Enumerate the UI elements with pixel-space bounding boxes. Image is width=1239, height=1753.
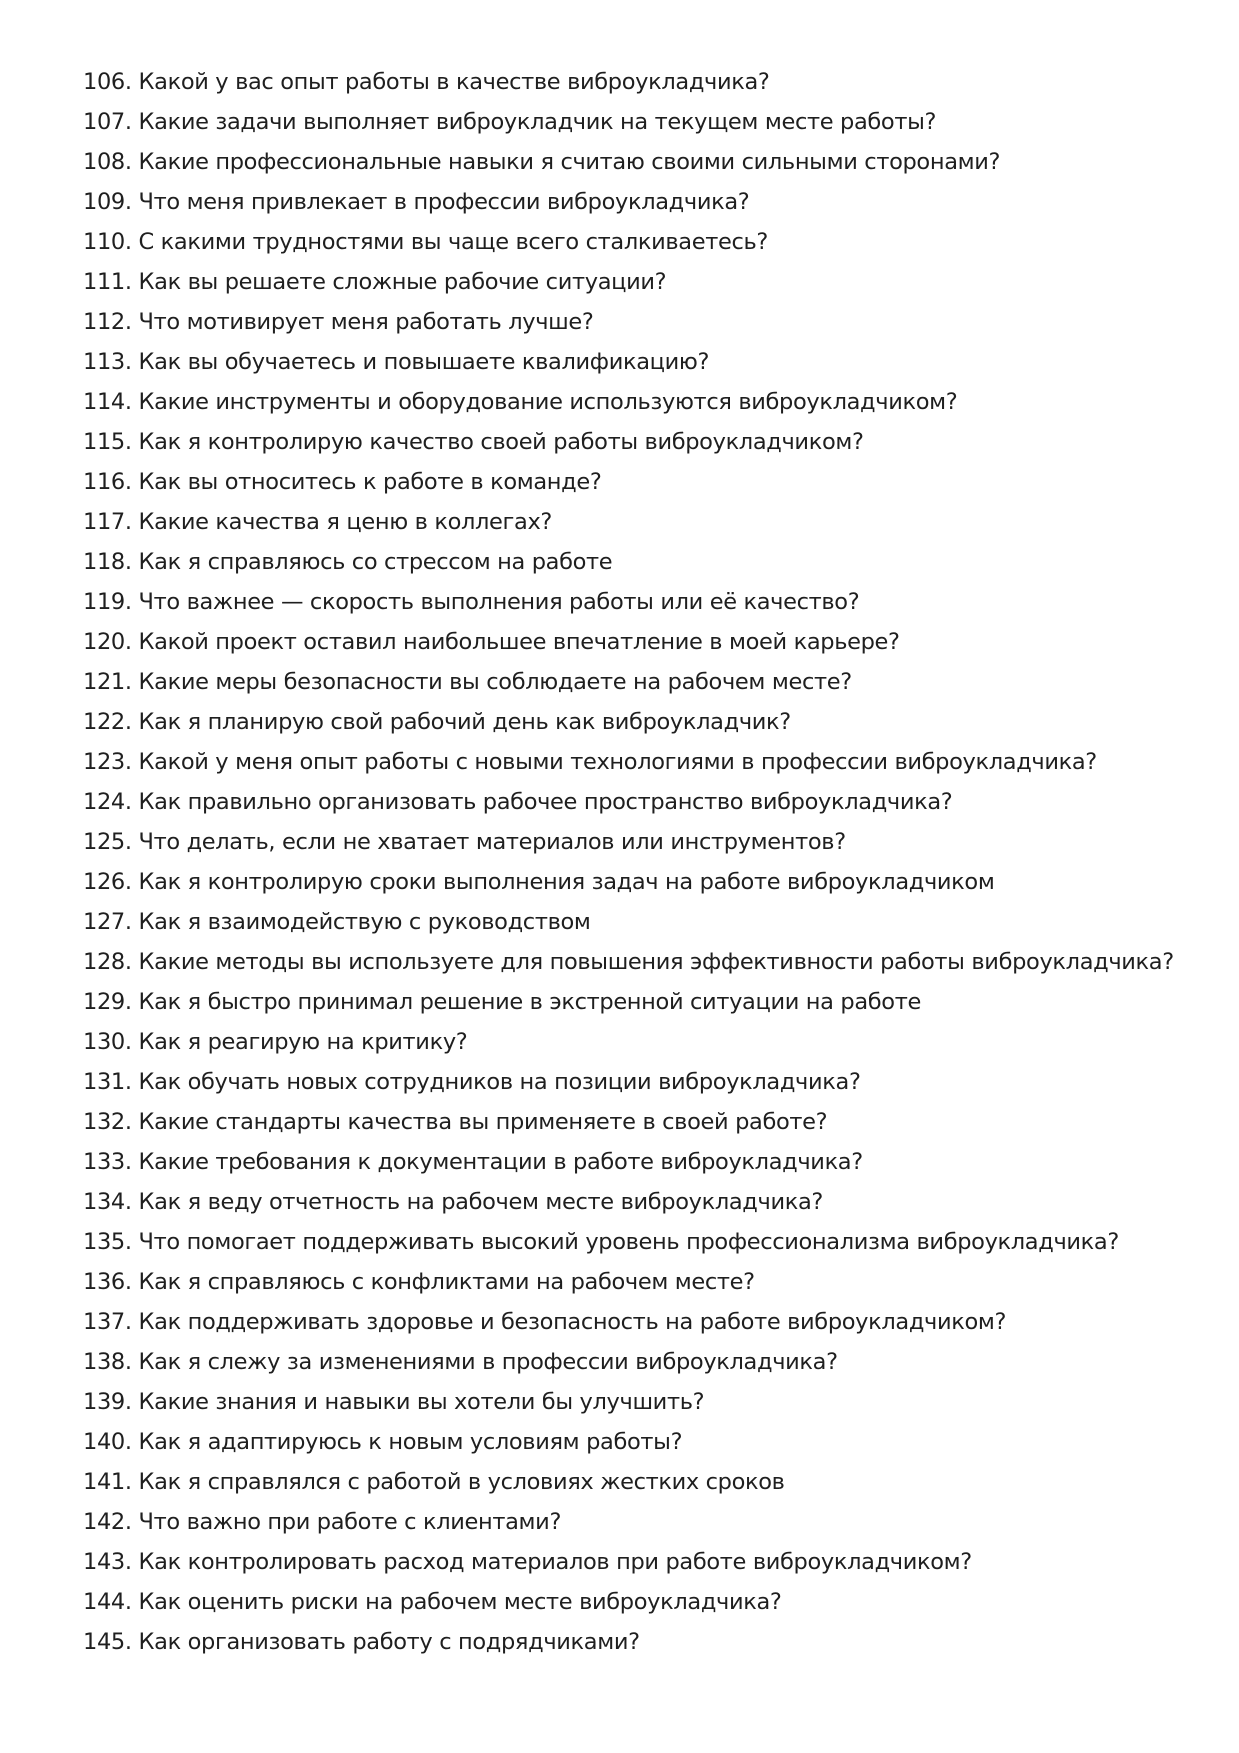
question-number: 117. (83, 509, 132, 535)
question-number: 139. (83, 1389, 132, 1415)
question-item (83, 862, 1183, 902)
question-number: 145. (83, 1629, 132, 1655)
question-number: 128. (83, 949, 132, 975)
question-number: 134. (83, 1189, 132, 1215)
question-item (83, 102, 1183, 142)
question-text: Какой у меня опыт работы с новыми технологиями в профессии виброукладчика? (138, 749, 1097, 775)
question-number: 108. (83, 149, 132, 175)
question-text: Как вы обучаетесь и повышаете квалификацию? (138, 349, 710, 375)
question-item (83, 942, 1183, 982)
question-text: Как я адаптируюсь к новым условиям работы? (138, 1429, 683, 1455)
question-number: 122. (83, 709, 132, 735)
question-item (83, 1022, 1183, 1062)
question-text: Как я веду отчетность на рабочем месте виброукладчика? (138, 1189, 824, 1215)
question-item (83, 1462, 1183, 1502)
question-item (83, 1142, 1183, 1182)
question-text: Что важно при работе с клиентами? (138, 1509, 562, 1535)
question-item (83, 302, 1183, 342)
question-item (83, 142, 1183, 182)
question-text: С какими трудностями вы чаще всего сталкиваетесь? (138, 229, 768, 255)
question-number: 114. (83, 389, 132, 415)
question-text: Как организовать работу с подрядчиками? (138, 1629, 640, 1655)
question-text: Какие задачи выполняет виброукладчик на текущем месте работы? (138, 109, 937, 135)
question-text: Какие требования к документации в работе виброукладчика? (138, 1149, 863, 1175)
question-number: 131. (83, 1069, 132, 1095)
question-number: 106. (83, 69, 132, 95)
question-item (83, 1102, 1183, 1142)
question-item (83, 982, 1183, 1022)
question-item (83, 782, 1183, 822)
question-number: 133. (83, 1149, 132, 1175)
question-number: 121. (83, 669, 132, 695)
question-number: 115. (83, 429, 132, 455)
question-number: 109. (83, 189, 132, 215)
question-text: Какие инструменты и оборудование используются виброукладчиком? (138, 389, 958, 415)
question-item (83, 1302, 1183, 1342)
question-number: 143. (83, 1549, 132, 1575)
question-list (83, 62, 1183, 1662)
question-text: Как я справляюсь с конфликтами на рабочем месте? (138, 1269, 755, 1295)
question-item (83, 1182, 1183, 1222)
question-text: Что меня привлекает в профессии виброукладчика? (138, 189, 750, 215)
question-text: Как я реагирую на критику? (138, 1029, 468, 1055)
question-item (83, 1262, 1183, 1302)
question-text: Какие знания и навыки вы хотели бы улучшить? (138, 1389, 705, 1415)
question-text: Какой проект оставил наибольшее впечатление в моей карьере? (138, 629, 900, 655)
question-number: 144. (83, 1589, 132, 1615)
question-number: 123. (83, 749, 132, 775)
question-item (83, 702, 1183, 742)
question-number: 138. (83, 1349, 132, 1375)
question-number: 124. (83, 789, 132, 815)
question-item (83, 1422, 1183, 1462)
question-text: Как вы решаете сложные рабочие ситуации? (138, 269, 667, 295)
question-number: 132. (83, 1109, 132, 1135)
question-item (83, 1222, 1183, 1262)
question-text: Как оценить риски на рабочем месте виброукладчика? (138, 1589, 782, 1615)
question-item (83, 1582, 1183, 1622)
question-text: Как я справлялся с работой в условиях жестких сроков (138, 1469, 785, 1495)
question-number: 142. (83, 1509, 132, 1535)
question-item (83, 182, 1183, 222)
question-text: Какие профессиональные навыки я считаю своими сильными сторонами? (138, 149, 1001, 175)
question-text: Что важнее — скорость выполнения работы или её качество? (138, 589, 860, 615)
question-text: Как я взаимодействую с руководством (138, 909, 591, 935)
question-text: Как правильно организовать рабочее пространство виброукладчика? (138, 789, 953, 815)
question-item (83, 742, 1183, 782)
question-item (83, 822, 1183, 862)
question-item (83, 222, 1183, 262)
question-number: 129. (83, 989, 132, 1015)
question-item (83, 462, 1183, 502)
question-number: 112. (83, 309, 132, 335)
question-number: 116. (83, 469, 132, 495)
question-text: Как контролировать расход материалов при работе виброукладчиком? (138, 1549, 972, 1575)
question-text: Какие меры безопасности вы соблюдаете на рабочем месте? (138, 669, 852, 695)
question-text: Что помогает поддерживать высокий уровень профессионализма виброукладчика? (138, 1229, 1119, 1255)
question-item (83, 422, 1183, 462)
question-text: Как обучать новых сотрудников на позиции виброукладчика? (138, 1069, 861, 1095)
question-item (83, 382, 1183, 422)
question-number: 107. (83, 109, 132, 135)
question-number: 136. (83, 1269, 132, 1295)
question-number: 125. (83, 829, 132, 855)
question-text: Как я контролирую сроки выполнения задач на работе виброукладчиком (138, 869, 995, 895)
question-number: 126. (83, 869, 132, 895)
question-item (83, 1342, 1183, 1382)
question-text: Какие качества я ценю в коллегах? (138, 509, 553, 535)
question-item (83, 502, 1183, 542)
question-number: 137. (83, 1309, 132, 1335)
question-number: 113. (83, 349, 132, 375)
question-text: Как поддерживать здоровье и безопасность на работе виброукладчиком? (138, 1309, 1007, 1335)
question-text: Что делать, если не хватает материалов или инструментов? (138, 829, 846, 855)
question-number: 118. (83, 549, 132, 575)
question-text: Как я слежу за изменениями в профессии виброукладчика? (138, 1349, 838, 1375)
question-item (83, 1502, 1183, 1542)
question-number: 130. (83, 1029, 132, 1055)
question-text: Какой у вас опыт работы в качестве виброукладчика? (138, 69, 770, 95)
question-number: 135. (83, 1229, 132, 1255)
question-text: Как я планирую свой рабочий день как виброукладчик? (138, 709, 791, 735)
question-item (83, 902, 1183, 942)
question-item (83, 1062, 1183, 1102)
question-item (83, 262, 1183, 302)
question-number: 119. (83, 589, 132, 615)
question-text: Как я справляюсь со стрессом на работе (138, 549, 613, 575)
question-number: 111. (83, 269, 132, 295)
question-item (83, 542, 1183, 582)
question-text: Какие методы вы используете для повышения эффективности работы виброукладчика? (138, 949, 1174, 975)
question-item (83, 1622, 1183, 1662)
question-item (83, 622, 1183, 662)
question-number: 120. (83, 629, 132, 655)
question-item (83, 1542, 1183, 1582)
question-item (83, 62, 1183, 102)
question-item (83, 342, 1183, 382)
question-text: Как я быстро принимал решение в экстренной ситуации на работе (138, 989, 921, 1015)
question-number: 141. (83, 1469, 132, 1495)
question-text: Как вы относитесь к работе в команде? (138, 469, 602, 495)
question-number: 127. (83, 909, 132, 935)
question-text: Что мотивирует меня работать лучше? (138, 309, 594, 335)
question-item (83, 582, 1183, 622)
question-number: 110. (83, 229, 132, 255)
question-text: Как я контролирую качество своей работы виброукладчиком? (138, 429, 864, 455)
question-item (83, 1382, 1183, 1422)
question-text: Какие стандарты качества вы применяете в своей работе? (138, 1109, 828, 1135)
question-item (83, 662, 1183, 702)
question-number: 140. (83, 1429, 132, 1455)
